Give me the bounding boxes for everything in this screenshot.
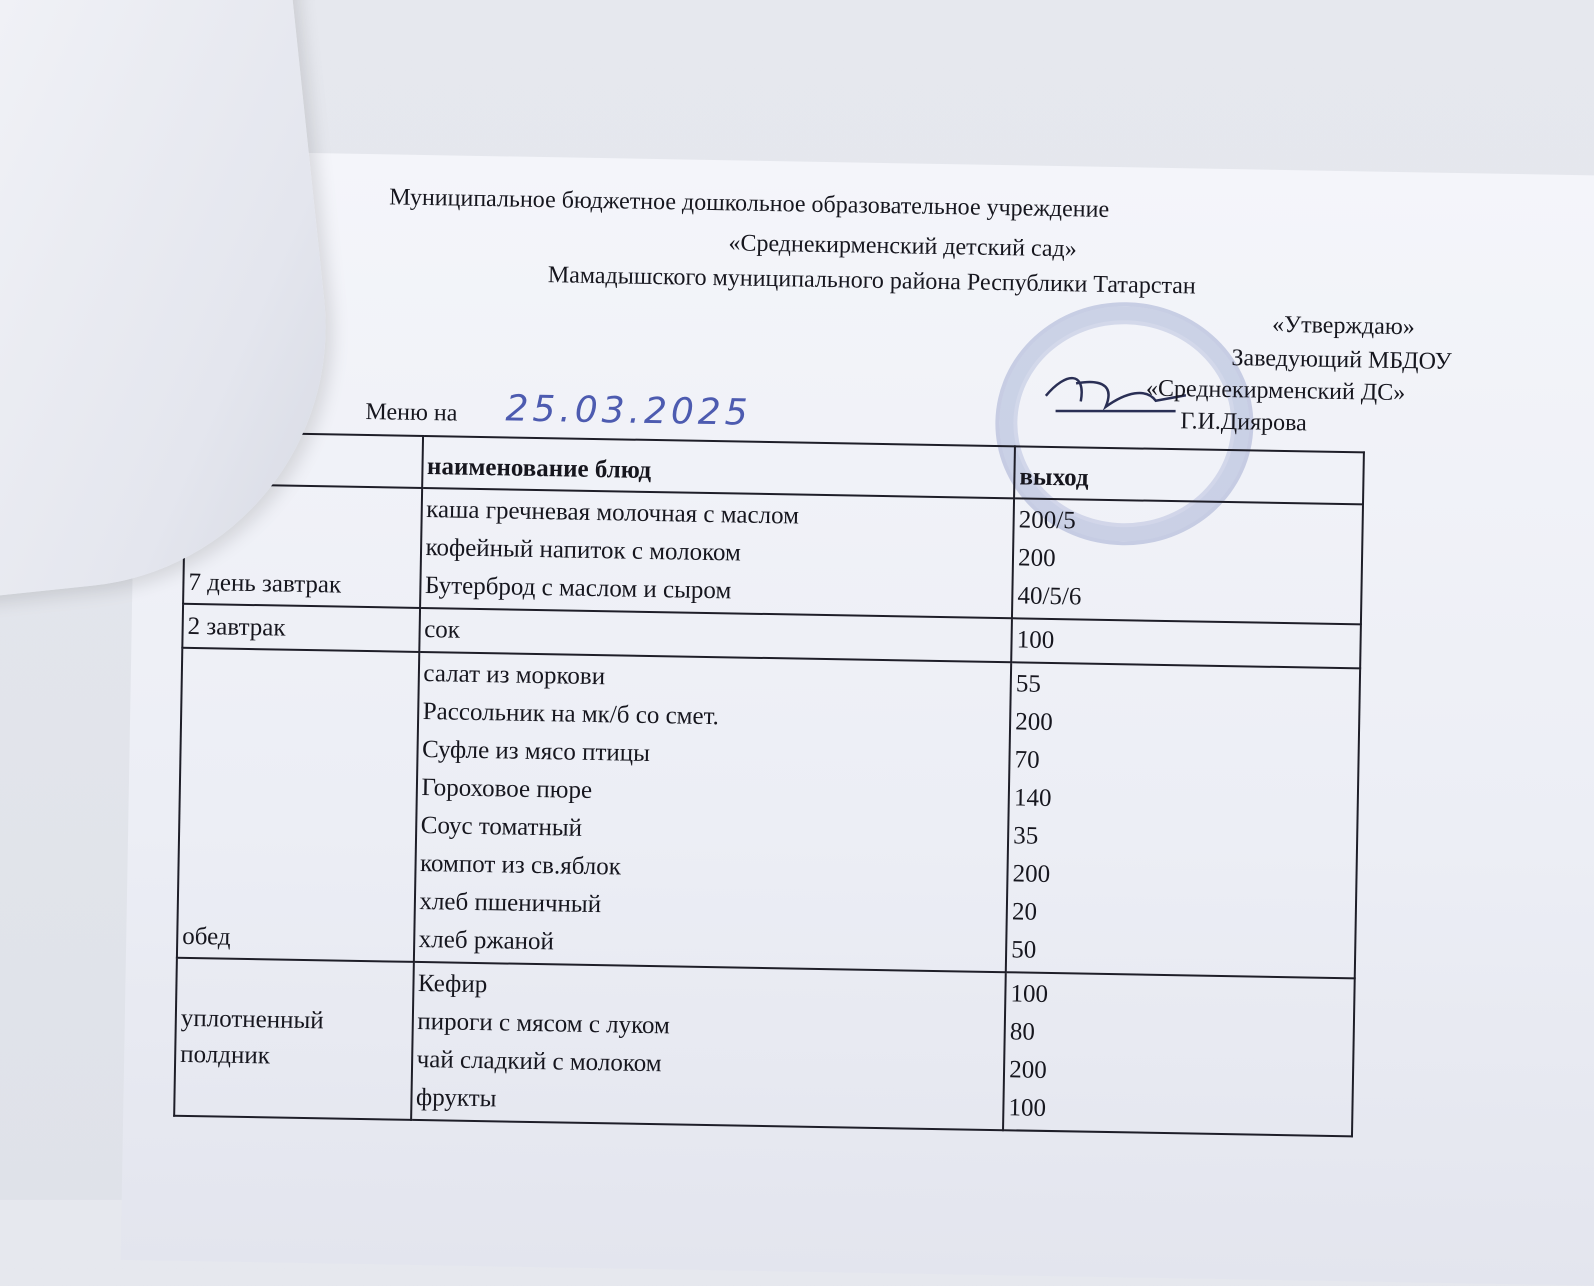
output-item: 20 — [1011, 898, 1038, 926]
output-item: 100 — [1008, 1094, 1047, 1122]
output-item: 100 — [1010, 980, 1049, 1008]
dish-item: кофейный напиток с молоком — [425, 534, 742, 567]
menu-label: Меню на — [365, 398, 458, 427]
dish-item: сок — [423, 616, 461, 644]
output-item: 200 — [1015, 708, 1054, 737]
meal-day: 2 завтрак — [182, 604, 419, 652]
dish-item: Бутерброд с маслом и сыром — [424, 572, 732, 605]
table-row — [174, 958, 1355, 1137]
output-item: 140 — [1013, 784, 1052, 813]
output-item: 35 — [1013, 822, 1039, 850]
dish-item: хлеб пшеничный — [419, 887, 602, 919]
dish-item: чай сладкий с молоком — [416, 1045, 662, 1078]
meal-outputs — [1012, 498, 1363, 624]
output-item: 200 — [1008, 1056, 1047, 1084]
dish-item: компот из св.яблок — [419, 849, 622, 881]
meal-day: обед — [177, 648, 419, 962]
meal-day: 7 день завтрак — [183, 484, 422, 608]
dish-item: Суфле из мясо птицы — [421, 736, 651, 767]
org-name-line1: Муниципальное бюджетное дошкольное образовательное учреждение — [388, 184, 1110, 223]
output-item: 50 — [1011, 936, 1037, 964]
output-item: 200/5 — [1018, 506, 1076, 535]
dish-item: Кефир — [417, 969, 488, 999]
output-item: 200 — [1012, 860, 1051, 888]
meal-dishes — [413, 652, 1011, 972]
approval-org: «Среднекирменский ДС» — [1145, 375, 1406, 407]
dish-item: каша гречневая молочная с маслом — [426, 496, 800, 530]
document-page — [121, 150, 1594, 1286]
header-dish: наименование блюд — [422, 436, 1015, 498]
output-item: 40/5/6 — [1017, 582, 1082, 611]
dish-item: Соус томатный — [420, 812, 583, 842]
menu-date: 25.03.2025 — [505, 388, 752, 434]
dish-item: хлеб ржаной — [418, 925, 555, 956]
meal-dishes — [420, 488, 1015, 618]
meal-outputs — [1006, 662, 1360, 978]
dish-item: Гороховое пюре — [421, 774, 593, 804]
header-output: выход — [1014, 446, 1364, 504]
dish-item: салат из моркови — [423, 660, 606, 691]
dish-item: Рассольник на мк/б со смет. — [422, 698, 720, 731]
approval-title: «Утверждаю» — [1271, 311, 1416, 341]
menu-table — [173, 431, 1365, 1137]
meal-dishes — [411, 962, 1006, 1130]
output-item: 100 — [1016, 626, 1055, 655]
org-name-line2: «Среднекирменский детский сад» — [728, 230, 1077, 263]
output-item: 55 — [1015, 670, 1042, 698]
dish-item: пироги с мясом с луком — [417, 1007, 671, 1040]
output-item: 70 — [1014, 746, 1040, 774]
org-name-line3: Мамадышского муниципального района Республики Татарстан — [547, 262, 1196, 300]
output-item: 80 — [1009, 1018, 1036, 1046]
meal-outputs — [1011, 618, 1361, 668]
meal-outputs — [1003, 972, 1355, 1136]
table-row — [183, 484, 1363, 625]
output-item: 200 — [1017, 544, 1056, 573]
approval-name: Г.И.Диярова — [1180, 408, 1308, 437]
dish-item: фрукты — [415, 1083, 497, 1113]
meal-day: уплотненный полдник — [174, 958, 413, 1120]
approval-position: Заведующий МБДОУ — [1231, 345, 1452, 375]
table-row — [177, 648, 1360, 979]
